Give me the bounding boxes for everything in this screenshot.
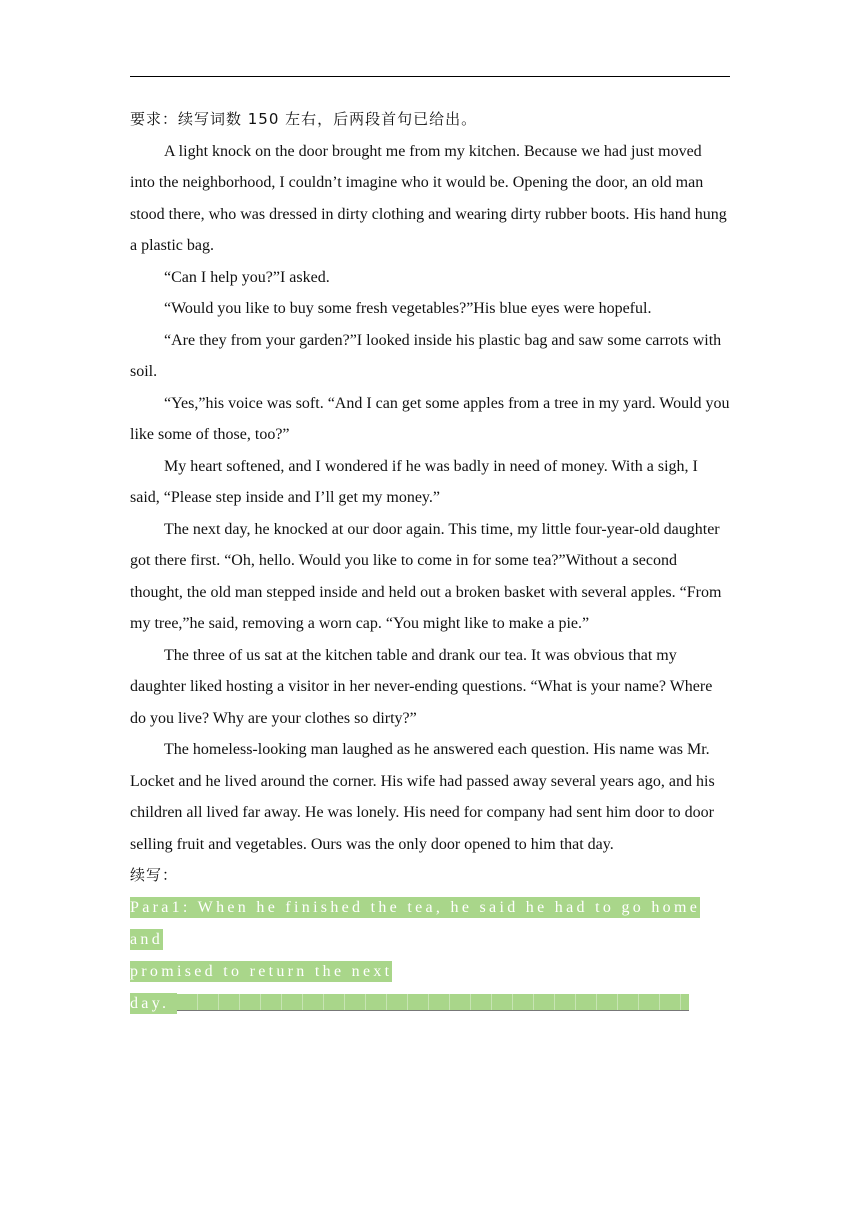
- story-paragraph-9: The homeless-looking man laughed as he answered each question. His name was Mr. Locket and he lived around the corner. His wife had passed away several years ago, and his children all lived far away. He was lonely. His need for company had sent him door to door selling fruit and vegetables. Ours was the only door opened to him that day.: [130, 741, 715, 853]
- para1-text-2: promised to return the next: [130, 962, 393, 980]
- story-paragraph-8: The three of us sat at the kitchen table and drank our tea. It was obvious that my daughter liked hosting a visitor in her never-ending questions. “What is your name? Where do you live? Why are your clothes so dirty?”: [130, 646, 713, 727]
- para1-line-2: [130, 956, 730, 988]
- story-paragraph-4: “Are they from your garden?”I looked inside his plastic bag and saw some carrots with soil.: [130, 331, 722, 380]
- story-paragraph-5: “Yes,”his voice was soft. “And I can get some apples from a tree in my yard. Would you like some of those, too?”: [130, 394, 730, 443]
- para1-line-1: [130, 892, 730, 956]
- story-paragraph-3: “Would you like to buy some fresh vegetables?”His blue eyes were hopeful.: [164, 300, 652, 317]
- para1-text-1: Para1: When he finished the tea, he said he had to go home and: [130, 898, 701, 948]
- document-body: [130, 104, 730, 1020]
- header-rule: [130, 76, 730, 77]
- para1-line-3: [130, 988, 730, 1020]
- requirement-line: 要求：续写词数 150 左右，后两段首句已给出。: [130, 110, 478, 128]
- story-paragraph-6: My heart softened, and I wondered if he was badly in need of money. With a sigh, I said, “Please step inside and I’ll get my money.”: [130, 457, 698, 506]
- para1-text-3: day.: [130, 994, 177, 1012]
- story-paragraph-2: “Can I help you?”I asked.: [164, 268, 330, 286]
- story-paragraph-1: A light knock on the door brought me from my kitchen. Because we had just moved into the neighborhood, I couldn’t imagine who it would be. Opening the door, an old man stood there, who was dressed in dirty clothing and wearing dirty rubber boots. His hand hung a plastic bag.: [130, 142, 727, 254]
- answer-blank[interactable]: [177, 994, 689, 1011]
- continuation-label: 续写：: [130, 866, 179, 884]
- story-paragraph-7: The next day, he knocked at our door again. This time, my little four-year-old daughter got there first. “Oh, hello. Would you like to come in for some tea?”Without a second thought, the old man stepped inside and held out a broken basket with several apples. “From my tree,”he said, removing a worn cap. “You might like to make a pie.”: [130, 520, 722, 632]
